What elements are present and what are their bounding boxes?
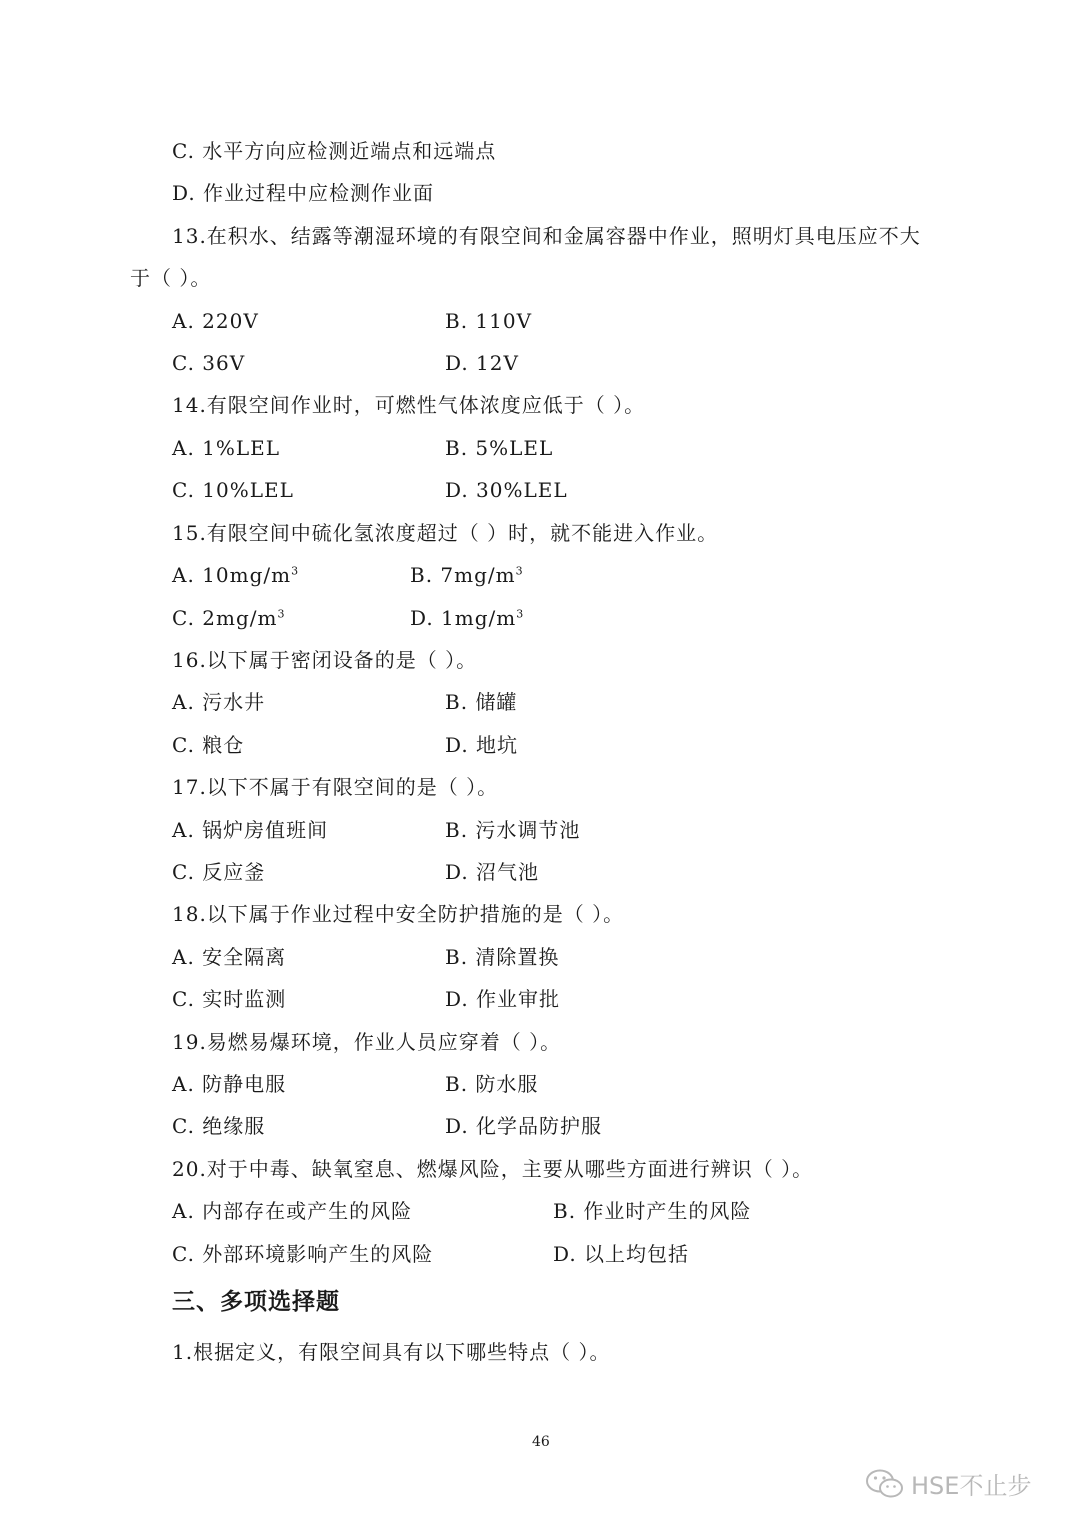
option-line: B. 污水调节池	[445, 818, 581, 842]
option-line: D. $1mg/m^3$	[410, 606, 525, 630]
option-line: C. 水平方向应检测近端点和远端点	[172, 139, 497, 163]
option-line: A. 防静电服	[172, 1072, 287, 1096]
option-line: D. 作业审批	[445, 987, 561, 1011]
unit-superscript: 3	[291, 564, 300, 578]
unit-superscript: 3	[515, 564, 524, 578]
option-line: D. 沼气池	[445, 860, 540, 884]
question-16: 16.以下属于密闭设备的是（ ）。	[172, 648, 478, 672]
page-number: 46	[532, 1434, 550, 1450]
option-line: B. 作业时产生的风险	[553, 1199, 752, 1223]
option-line: A. 污水井	[172, 690, 266, 714]
option-line: C. 外部环境影响产生的风险	[172, 1242, 434, 1266]
option-line: C. 36V	[172, 351, 246, 375]
watermark-text: HSE不止步	[911, 1472, 1032, 1500]
option-line: B. 清除置换	[445, 945, 560, 969]
question-13-continuation: 于（ ）。	[130, 266, 212, 290]
question-17: 17.以下不属于有限空间的是（ ）。	[172, 775, 499, 799]
option-line: D. 地坑	[445, 733, 519, 757]
option-line: D. 12V	[445, 351, 519, 375]
option-line: A. 1%LEL	[172, 436, 281, 460]
option-line: B. 储罐	[445, 690, 518, 714]
option-line: D. 以上均包括	[553, 1242, 690, 1266]
option-line: D. 化学品防护服	[445, 1114, 603, 1138]
unit-superscript: 3	[516, 607, 525, 621]
question-15: 15.有限空间中硫化氢浓度超过（ ）时，就不能进入作业。	[172, 521, 719, 545]
wechat-icon	[865, 1468, 905, 1500]
option-line: C. 10%LEL	[172, 478, 294, 502]
option-line: C. 绝缘服	[172, 1114, 266, 1138]
option-line: A. $10mg/m^3$	[172, 563, 300, 587]
option-line: D. 作业过程中应检测作业面	[172, 181, 435, 205]
section-heading: 三、多项选择题	[172, 1289, 340, 1315]
option-line: B. 110V	[445, 309, 533, 333]
option-line: B. $7mg/m^3$	[410, 563, 524, 587]
watermark	[865, 1466, 1031, 1501]
unit-superscript: 3	[277, 607, 286, 621]
question-13: 13.在积水、结露等潮湿环境的有限空间和金属容器中作业，照明灯具电压应不大	[172, 224, 921, 248]
option-line: B. 5%LEL	[445, 436, 554, 460]
question-20: 20.对于中毒、缺氧窒息、燃爆风险，主要从哪些方面进行辨识（ ）。	[172, 1157, 814, 1181]
option-line: A. 锅炉房值班间	[172, 818, 329, 842]
option-line: B. 防水服	[445, 1072, 539, 1096]
multi-question-1: 1.根据定义，有限空间具有以下哪些特点（ ）。	[172, 1340, 611, 1364]
option-line: D. 30%LEL	[445, 478, 568, 502]
question-19: 19.易燃易爆环境，作业人员应穿着（ ）。	[172, 1030, 562, 1054]
option-line: C. $2mg/m^3$	[172, 606, 286, 630]
question-14: 14.有限空间作业时，可燃性气体浓度应低于（ ）。	[172, 393, 646, 417]
option-line: C. 实时监测	[172, 987, 287, 1011]
option-line: C. 反应釜	[172, 860, 266, 884]
option-line: C. 粮仓	[172, 733, 245, 757]
option-line: A. 安全隔离	[172, 945, 287, 969]
option-line: A. 220V	[172, 309, 259, 333]
option-line: A. 内部存在或产生的风险	[172, 1199, 413, 1223]
question-18: 18.以下属于作业过程中安全防护措施的是（ ）。	[172, 902, 625, 926]
